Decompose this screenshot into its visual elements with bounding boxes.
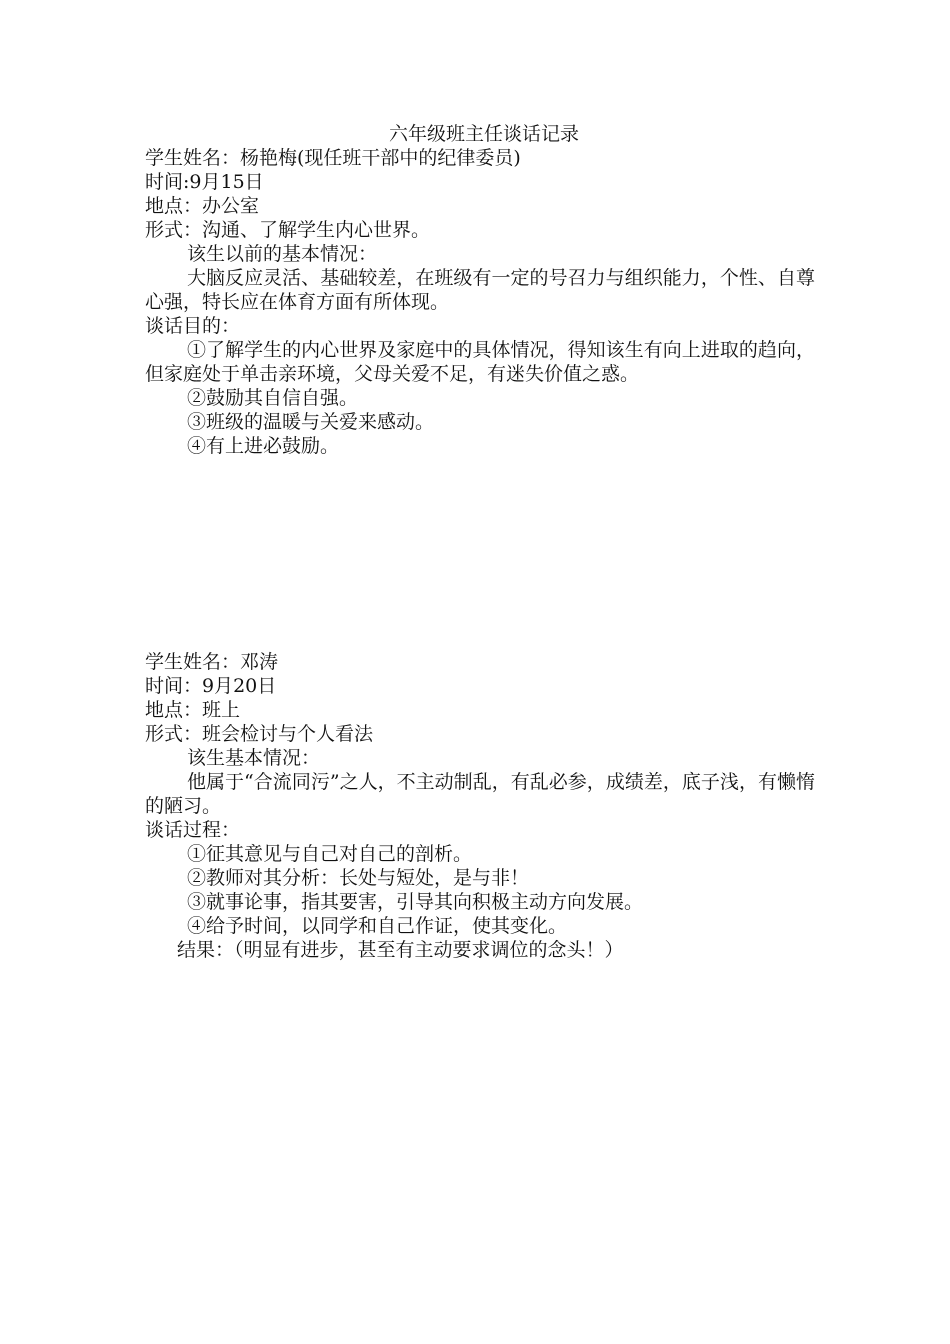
purpose-item-3: ③班级的温暖与关爱来感动。 [187,411,435,433]
basic-situation-text: 大脑反应灵活、基础较差，在班级有一定的号召力与组织能力，个性、自尊心强，特长应在体育方面有所体现。 [145,267,815,313]
basic-situation-text: 他属于“合流同污”之人，不主动制乱，有乱必参，成绩差，底子浅，有懒惰的陋习。 [145,771,815,817]
document-page [145,122,815,962]
basic-situation-heading: 该生以前的基本情况： [187,243,378,265]
purpose-heading: 谈话目的： [145,315,241,337]
process-item-3: ③就事论事，指其要害，引导其向积极主动方向发展。 [187,891,644,913]
student-name: 学生姓名：邓涛 [145,651,279,673]
document-title: 六年级班主任谈话记录 [388,123,579,145]
purpose-item-2: ②鼓励其自信自强。 [187,387,359,409]
basic-situation-heading: 该生基本情况： [187,747,321,769]
talk-time: 时间:9月15日 [145,171,264,193]
process-item-2: ②教师对其分析：长处与短处，是与非！ [187,867,530,889]
purpose-item-1: ①了解学生的内心世界及家庭中的具体情况，得知该生有向上进取的趋向，但家庭处于单击亲环境，父母关爱不足，有迷失价值之惑。 [145,339,815,385]
talk-time: 时间：9月20日 [145,675,277,697]
record-1 [145,146,815,458]
talk-place: 地点：办公室 [145,195,260,217]
purpose-item-4: ④有上进必鼓励。 [187,435,340,457]
talk-result: 结果：（明显有进步，甚至有主动要求调位的念头！） [177,939,624,961]
talk-form: 形式：班会检讨与个人看法 [145,723,374,745]
process-item-1: ①征其意见与自己对自己的剖析。 [187,843,473,865]
student-name: 学生姓名：杨艳梅(现任班干部中的纪律委员) [145,147,521,169]
talk-form: 形式：沟通、了解学生内心世界。 [145,219,431,241]
record-2 [145,650,815,962]
process-heading: 谈话过程： [145,819,241,841]
talk-place: 地点：班上 [145,699,241,721]
process-item-4: ④给予时间，以同学和自己作证，使其变化。 [187,915,568,937]
section-spacer [145,458,815,650]
